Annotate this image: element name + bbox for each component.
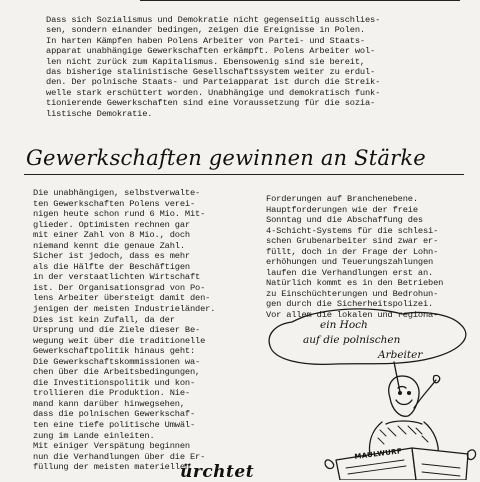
article-left-column: Die unabhängigen, selbstverwalte- ten Gewerkschaften Polens verei- nigen heute schon rund 6 Mio. Mit- glieder. Optimisten rechnen gar mit einer Zahl von 8 Mio., doch niemand kennt die genaue Zahl. Sicher ist jedoch, dass es mehr als die Hälfte der Beschäftigen in der verstaatlichten Wirtschaft ist. Der Organisationsgrad von Po- lens Arbeiter übersteigt damit den- jenigen der meisten Industrieländer. Dies ist kein Zufall, da der Ursprung und die Ziele dieser Be- wegung weit über die traditionelle Gewerkschaftpolitik hinaus geht: Die Gewerkschaftskommissionen wa- chen über die Arbeitsbedingungen, die Investitionspolitik und kon- trollieren die Produktion. Nie- mand kann darüber hinwegsehen, dass die polnischen Gewerkschaf- ten eine tiefe politische Umwäl- zung im Lande einleiten. Mit einiger Verspätung beginnen nun die Verhandlungen über die Er- füllung der meisten materiellen xyxy=(33,188,216,473)
mole-head xyxy=(389,376,419,416)
bottom-heading-fragment: ürchtet xyxy=(180,462,255,482)
newspaper-banner: MAULWURF xyxy=(354,447,403,461)
speech-line-3: Arbeiter xyxy=(378,349,423,361)
article-headline: Gewerkschaften gewinnen an Stärke xyxy=(26,146,426,170)
article-right-column: Forderungen auf Branchenebene. Hauptforderungen wie der freie Sonntag und die Abschaffung des 4-Schicht-Systems für die schlesi- schen Grubenarbeiter sind zwar er- füllt, doch in der Frage der Lohn- erhöhungen und Teuerungszahlungen laufen die Verhandlungen erst an. Natürlich kommt es in den Betrieben zu Einschüchterungen und Bedrohun- gen durch die Sicherheitspolizei. Vor allem die lokalen und regiona- xyxy=(266,194,444,321)
top-divider xyxy=(140,0,460,3)
intro-paragraph: Dass sich Sozialismus und Demokratie nicht gegenseitig ausschlies- sen, sondern einander bedingen, zeigen die Ereignisse in Polen. In harten Kämpfen haben Polens Arbeiter von Partei- und Staats- apparat unabhängige Gewerkschaften erkämpft. Polens Arbeiter wol- len nicht zurück zum Kapitalismus. Ebensowenig sind sie bereit, das bisherige stalinistische Gesellschaftssystem weiter zu erdul- den. Der polnische Staats- und Parteiapparat ist durch die Streik- welle stark erschüttert worden. Unabhängige und demokratisch funk- tionierende Gewerkschaften sind eine Voraussetzung für die sozia- listische Demokratie. xyxy=(46,15,381,119)
speech-line-1: ein Hoch xyxy=(320,319,368,331)
headline-underline xyxy=(24,174,464,175)
speech-line-2: auf die polnischen xyxy=(303,334,401,346)
